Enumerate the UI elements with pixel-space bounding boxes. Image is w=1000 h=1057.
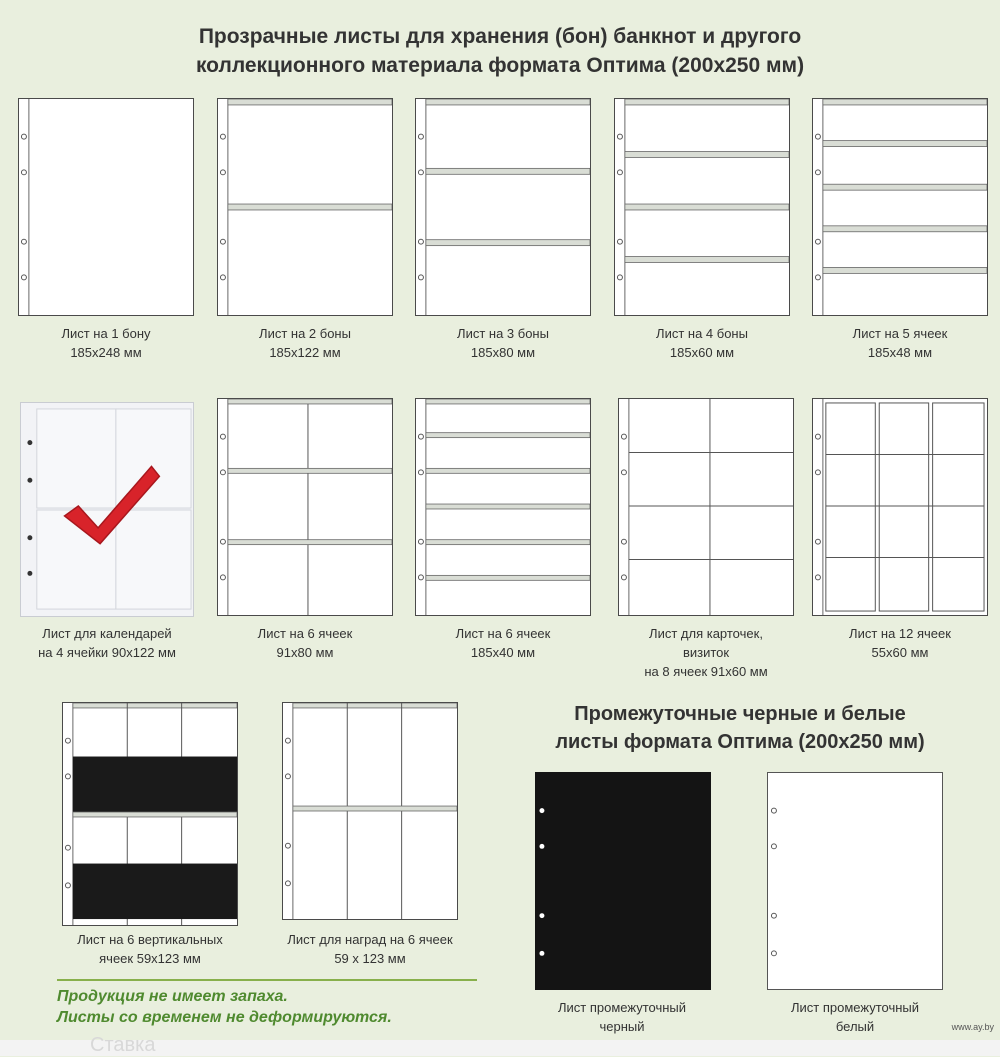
sheet-7-six-cells (217, 398, 393, 616)
bottom-bar (0, 1034, 1000, 1056)
sheet-8-six-strips (415, 398, 591, 616)
interleaf-white-caption: Лист промежуточный белый (790, 1000, 920, 1034)
checkmark-icon (21, 403, 193, 616)
sheet-11-caption: Лист на 6 вертикальных ячеек 59х123 мм (77, 932, 223, 966)
sheet-11-six-vertical (62, 702, 238, 926)
divider-line (57, 979, 477, 981)
sheet-12-caption: Лист для наград на 6 ячеек 59 х 123 мм (287, 932, 453, 966)
sheet-2-pockets (217, 98, 393, 316)
sheet-4-pockets (614, 98, 790, 316)
sheet-3-caption: Лист на 3 боны 185х80 мм (457, 326, 549, 360)
sheet-4-caption: Лист на 4 боны 185х60 мм (656, 326, 748, 360)
sheet-6-caption: Лист для календарей на 4 ячейки 90х122 мм (38, 626, 176, 660)
interleaf-black-caption: Лист промежуточный черный (557, 1000, 687, 1034)
bottom-bar-text: Ставка (90, 1034, 156, 1056)
sheet-5-pockets (812, 98, 988, 316)
sheet-10-caption: Лист на 12 ячеек 55х60 мм (849, 626, 951, 660)
sheet-2-caption: Лист на 2 боны 185х122 мм (259, 326, 351, 360)
sheet-10-twelve-cells (812, 398, 988, 616)
interleaf-black-sheet (535, 772, 711, 990)
product-notes: Продукция не имеет запаха. Листы со временем не деформируются. (57, 988, 392, 1026)
page-title: Прозрачные листы для хранения (бон) банкнот и другого коллекционного материала формата Оптима (200х250 мм) (195, 25, 805, 77)
sheet-9-eight-cells (618, 398, 794, 616)
sheet-5-caption: Лист на 5 ячеек 185х48 мм (852, 326, 948, 360)
sheet-3-pockets (415, 98, 591, 316)
sheet-8-caption: Лист на 6 ячеек 185х40 мм (455, 626, 551, 660)
sheet-7-caption: Лист на 6 ячеек 91х80 мм (257, 626, 353, 660)
interleaf-white-sheet (767, 772, 943, 990)
sheet-6-calendar (20, 402, 194, 617)
sheet-9-caption: Лист для карточек, визиток на 8 ячеек 91х60 мм (644, 626, 768, 679)
sheet-1-pocket (18, 98, 194, 316)
watermark-top: www.ay.by (951, 1022, 994, 1032)
interleaf-title: Промежуточные черные и белые листы формата Оптима (200х250 мм) (555, 703, 925, 753)
sheet-12-awards (282, 702, 458, 920)
sheet-1-caption: Лист на 1 бону 185х248 мм (61, 326, 151, 360)
